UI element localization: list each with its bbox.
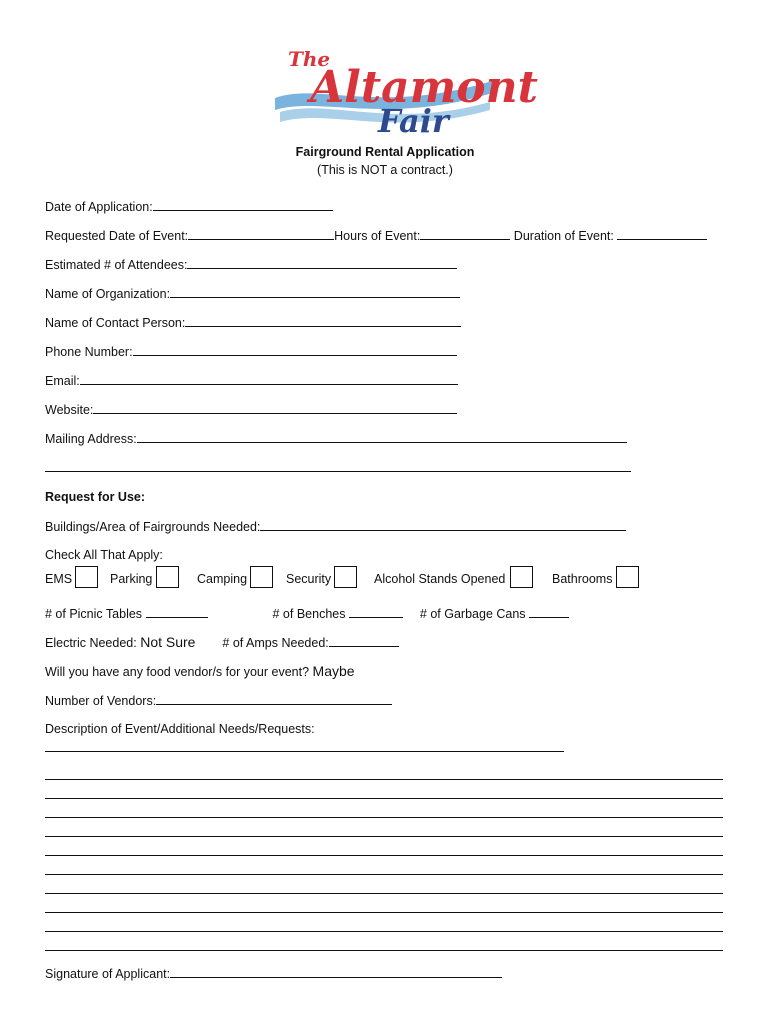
- signature-field[interactable]: [170, 965, 502, 978]
- check-all-label: Check All That Apply:: [45, 548, 163, 562]
- date-of-application-field[interactable]: [153, 198, 333, 211]
- garbage-label: # of Garbage Cans: [419, 607, 526, 621]
- requested-date-field[interactable]: [188, 227, 334, 240]
- contact-row: [45, 314, 461, 331]
- option-bathrooms-label: Bathrooms: [552, 572, 613, 586]
- mailing-field-line-2[interactable]: [45, 471, 631, 472]
- buildings-label: Buildings/Area of Fairgrounds Needed:: [45, 520, 261, 534]
- description-line[interactable]: [45, 874, 723, 875]
- use-options: [0, 566, 770, 592]
- altamont-fair-logo: [270, 40, 538, 140]
- date-of-application-row: [45, 198, 333, 215]
- email-field[interactable]: [80, 372, 458, 385]
- picnic-field[interactable]: [146, 605, 208, 618]
- description-line[interactable]: [45, 836, 723, 837]
- description-line[interactable]: [45, 855, 723, 856]
- num-vendors-label: Number of Vendors:: [45, 694, 157, 708]
- picnic-label: # of Picnic Tables: [45, 607, 143, 621]
- attendees-field[interactable]: [187, 256, 457, 269]
- option-ems-checkbox[interactable]: [75, 566, 98, 588]
- date-of-application-label: Date of Application:: [45, 200, 153, 214]
- num-vendors-row: [45, 692, 392, 709]
- signature-label: Signature of Applicant:: [45, 967, 171, 981]
- option-camping-label: Camping: [197, 572, 248, 586]
- benches-label: # of Benches: [272, 607, 346, 621]
- description-line[interactable]: [45, 912, 723, 913]
- requested-date-label: Requested Date of Event:: [45, 229, 189, 243]
- vendor-value[interactable]: Maybe: [312, 663, 355, 679]
- description-line[interactable]: [45, 751, 564, 752]
- phone-label: Phone Number:: [45, 345, 133, 359]
- attendees-label: Estimated # of Attendees:: [45, 258, 188, 272]
- vendor-row: [45, 663, 355, 680]
- contact-label: Name of Contact Person:: [45, 316, 186, 330]
- num-vendors-field[interactable]: [156, 692, 392, 705]
- option-camping-checkbox[interactable]: [250, 566, 273, 588]
- description-line[interactable]: [45, 950, 723, 951]
- request-heading: Request for Use:: [45, 490, 146, 504]
- mailing-field[interactable]: [137, 430, 627, 443]
- buildings-field[interactable]: [260, 518, 626, 531]
- electric-value[interactable]: Not Sure: [140, 634, 196, 650]
- signature-row: [45, 965, 502, 982]
- website-row: [45, 401, 457, 418]
- website-field[interactable]: [93, 401, 457, 414]
- organization-row: [45, 285, 460, 302]
- duration-label: Duration of Event:: [513, 229, 614, 243]
- phone-row: [45, 343, 457, 360]
- mailing-label: Mailing Address:: [45, 432, 137, 446]
- requested-date-row: [45, 227, 707, 244]
- form-title: Fairground Rental Application: [295, 145, 475, 159]
- description-line[interactable]: [45, 931, 723, 932]
- counts-row: [45, 605, 569, 622]
- description-line[interactable]: [45, 817, 723, 818]
- benches-field[interactable]: [349, 605, 403, 618]
- option-parking-label: Parking: [110, 572, 153, 586]
- logo-fair: Fair: [378, 102, 449, 140]
- option-security-checkbox[interactable]: [334, 566, 357, 588]
- description-line[interactable]: [45, 798, 723, 799]
- form-subtitle: (This is NOT a contract.): [317, 163, 453, 177]
- phone-field[interactable]: [133, 343, 457, 356]
- electric-row: [45, 634, 399, 651]
- email-row: [45, 372, 458, 389]
- option-security-label: Security: [286, 572, 332, 586]
- electric-label: Electric Needed:: [45, 636, 137, 650]
- email-label: Email:: [45, 374, 80, 388]
- organization-field[interactable]: [170, 285, 460, 298]
- hours-field[interactable]: [420, 227, 510, 240]
- garbage-field[interactable]: [529, 605, 569, 618]
- option-ems-label: EMS: [45, 572, 73, 586]
- amps-field[interactable]: [329, 634, 399, 647]
- attendees-row: [45, 256, 457, 273]
- logo-the: The: [288, 47, 331, 71]
- website-label: Website:: [45, 403, 94, 417]
- amps-label: # of Amps Needed:: [222, 636, 329, 650]
- organization-label: Name of Organization:: [45, 287, 171, 301]
- contact-field[interactable]: [185, 314, 461, 327]
- description-line[interactable]: [45, 779, 723, 780]
- option-alcohol-label: Alcohol Stands Opened: [374, 572, 506, 586]
- option-alcohol-checkbox[interactable]: [510, 566, 533, 588]
- description-line[interactable]: [45, 893, 723, 894]
- description-label: Description of Event/Additional Needs/Requests:: [45, 722, 315, 736]
- hours-label: Hours of Event:: [334, 229, 421, 243]
- option-parking-checkbox[interactable]: [156, 566, 179, 588]
- option-bathrooms-checkbox[interactable]: [616, 566, 639, 588]
- mailing-row: [45, 430, 627, 447]
- buildings-row: [45, 518, 626, 535]
- logo-altamont: Altamont: [310, 62, 538, 113]
- vendor-question: Will you have any food vendor/s for your event?: [45, 665, 310, 679]
- duration-field[interactable]: [617, 227, 707, 240]
